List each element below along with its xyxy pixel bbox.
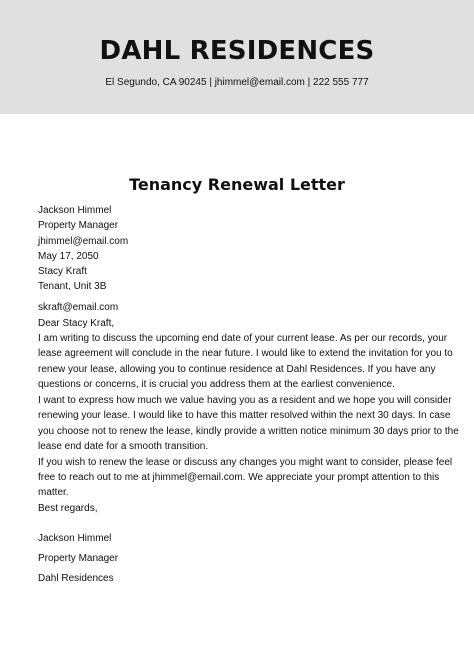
paragraph-line: you choose not to renew the lease, kindly provide a written notice minimum 30 days prior to the bbox=[38, 426, 459, 437]
letter-title: Tenancy Renewal Letter bbox=[129, 175, 345, 194]
salutation: Dear Stacy Kraft, bbox=[38, 318, 115, 329]
signature-company: Dahl Residences bbox=[38, 573, 114, 584]
signature-role: Property Manager bbox=[38, 553, 119, 564]
sender-email: jhimmel@email.com bbox=[38, 236, 129, 247]
paragraph-line: lease agreement will conclude in the near future. I would like to extend the invitation for you to bbox=[38, 348, 453, 359]
paragraph-line: free to reach out to me at jhimmel@email.com. We appreciate your prompt attention to this bbox=[38, 472, 440, 483]
letterhead-header bbox=[0, 0, 474, 114]
sender-name: Jackson Himmel bbox=[38, 205, 112, 216]
paragraph-line: renew your lease, allowing you to continue residence at Dahl Residences. If you have any bbox=[38, 364, 436, 375]
sender-role: Property Manager bbox=[38, 220, 119, 231]
paragraph-line: I am writing to discuss the upcoming end date of your current lease. As per our records, your bbox=[38, 333, 448, 344]
paragraph-line: questions or concerns, it is crucial you address them at the earliest convenience. bbox=[38, 379, 395, 390]
recipient-email: skraft@email.com bbox=[38, 302, 119, 313]
recipient-unit: Tenant, Unit 3B bbox=[38, 281, 107, 292]
paragraph-line: I want to express how much we value having you as a resident and we hope you will consider bbox=[38, 395, 452, 406]
paragraph-line: renewing your lease. I would like to have this matter resolved within the next 30 days. In case bbox=[38, 410, 451, 421]
closing: Best regards, bbox=[38, 503, 98, 514]
company-contact-line: El Segundo, CA 90245 | jhimmel@email.com | 222 555 777 bbox=[105, 77, 369, 88]
paragraph-line: lease end date for a smooth transition. bbox=[38, 441, 209, 452]
letter-date: May 17, 2050 bbox=[38, 251, 99, 262]
paragraph-line: If you wish to renew the lease or discuss any changes you might want to consider, please feel bbox=[38, 457, 453, 468]
signature-name: Jackson Himmel bbox=[38, 533, 112, 544]
company-name: DAHL RESIDENCES bbox=[99, 36, 375, 66]
recipient-name: Stacy Kraft bbox=[38, 266, 87, 277]
paragraph-line: matter. bbox=[38, 487, 69, 498]
